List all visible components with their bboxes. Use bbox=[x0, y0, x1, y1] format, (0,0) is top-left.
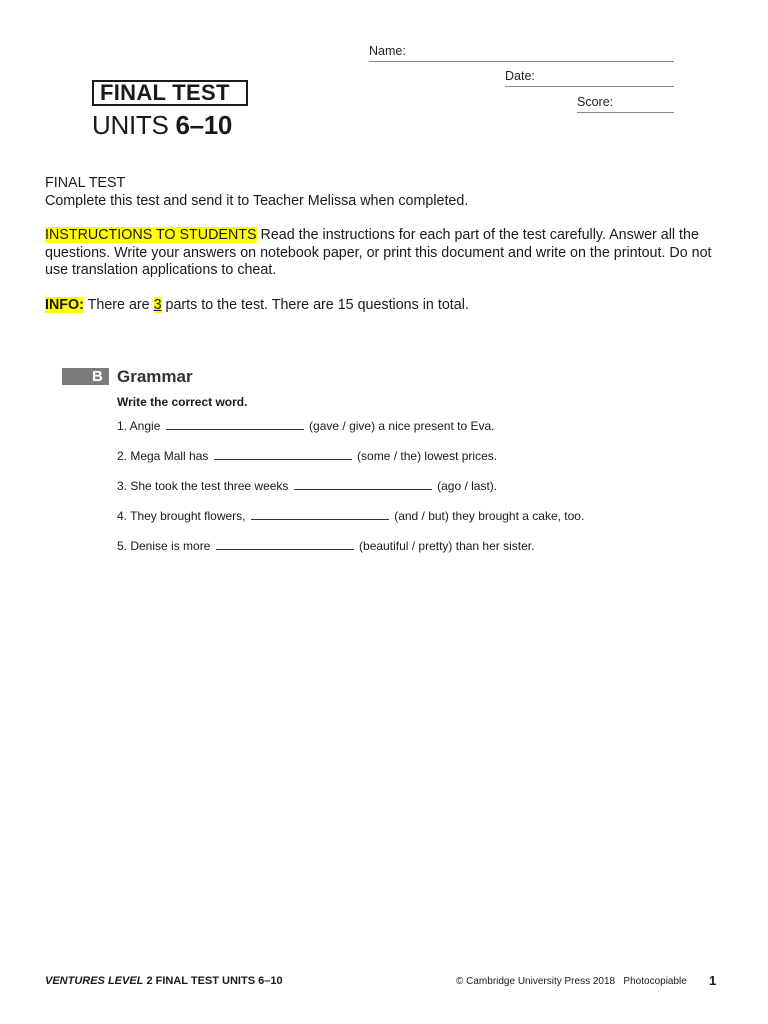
answer-blank[interactable] bbox=[216, 538, 354, 550]
final-test-title: FINAL TEST bbox=[100, 80, 230, 105]
info-label: INFO: bbox=[45, 296, 84, 313]
units-word: UNITS bbox=[92, 110, 169, 140]
name-label: Name: bbox=[369, 44, 406, 58]
score-label: Score: bbox=[577, 95, 614, 109]
question-options: (and / but) they brought a cake, too. bbox=[390, 509, 585, 523]
section-title: Grammar bbox=[117, 367, 193, 386]
date-label: Date: bbox=[505, 69, 535, 83]
question-options: (some / the) lowest prices. bbox=[353, 449, 498, 463]
answer-blank[interactable] bbox=[214, 448, 352, 460]
question-item bbox=[117, 418, 584, 448]
footer-title bbox=[45, 974, 283, 988]
question-options: (gave / give) a nice present to Eva. bbox=[305, 419, 495, 433]
intro-line: Complete this test and send it to Teacher Melissa when completed. bbox=[45, 192, 469, 209]
intro-block bbox=[45, 175, 725, 314]
question-item bbox=[117, 508, 584, 538]
question-options: (beautiful / pretty) than her sister. bbox=[355, 539, 535, 553]
info-paragraph bbox=[45, 297, 725, 315]
instructions-text: Read the instructions for each part of the test carefully. Answer all the questions. Write your answers on notebook paper, or print this document and write on the printout. Do not use translation applications to cheat. bbox=[45, 227, 712, 278]
units-range: 6–10 bbox=[175, 110, 233, 140]
question-text: 2. Mega Mall has bbox=[117, 449, 212, 463]
info-post: parts to the test. There are 15 questions in total. bbox=[161, 296, 469, 313]
answer-blank[interactable] bbox=[251, 508, 389, 520]
name-field[interactable] bbox=[369, 44, 674, 62]
question-item bbox=[117, 538, 584, 568]
footer-copyright: © Cambridge University Press 2018 Photocopiable bbox=[456, 976, 687, 987]
footer-rest: 2 FINAL TEST UNITS 6–10 bbox=[143, 975, 283, 987]
question-text: 4. They brought flowers, bbox=[117, 509, 249, 523]
info-parts-count: 3 bbox=[153, 296, 162, 313]
instructions-paragraph bbox=[45, 227, 725, 280]
units-subtitle bbox=[92, 110, 232, 140]
question-list bbox=[117, 418, 584, 568]
answer-blank[interactable] bbox=[166, 418, 304, 430]
question-item bbox=[117, 478, 584, 508]
answer-blank[interactable] bbox=[294, 478, 432, 490]
final-test-title-box bbox=[92, 80, 248, 106]
intro-heading: FINAL TEST bbox=[45, 175, 126, 191]
question-options: (ago / last). bbox=[433, 479, 498, 493]
score-field[interactable] bbox=[577, 95, 674, 113]
question-text: 5. Denise is more bbox=[117, 539, 214, 553]
section-letter: B bbox=[92, 368, 103, 385]
question-text: 3. She took the test three weeks bbox=[117, 479, 292, 493]
info-pre: There are bbox=[83, 296, 154, 313]
date-field[interactable] bbox=[505, 69, 674, 87]
section-instruction: Write the correct word. bbox=[117, 395, 248, 409]
page-number: 1 bbox=[709, 973, 717, 988]
footer-series: VENTURES LEVEL bbox=[45, 975, 144, 987]
question-text: 1. Angie bbox=[117, 419, 164, 433]
question-item bbox=[117, 448, 584, 478]
instructions-label: INSTRUCTIONS TO STUDENTS bbox=[45, 227, 257, 243]
